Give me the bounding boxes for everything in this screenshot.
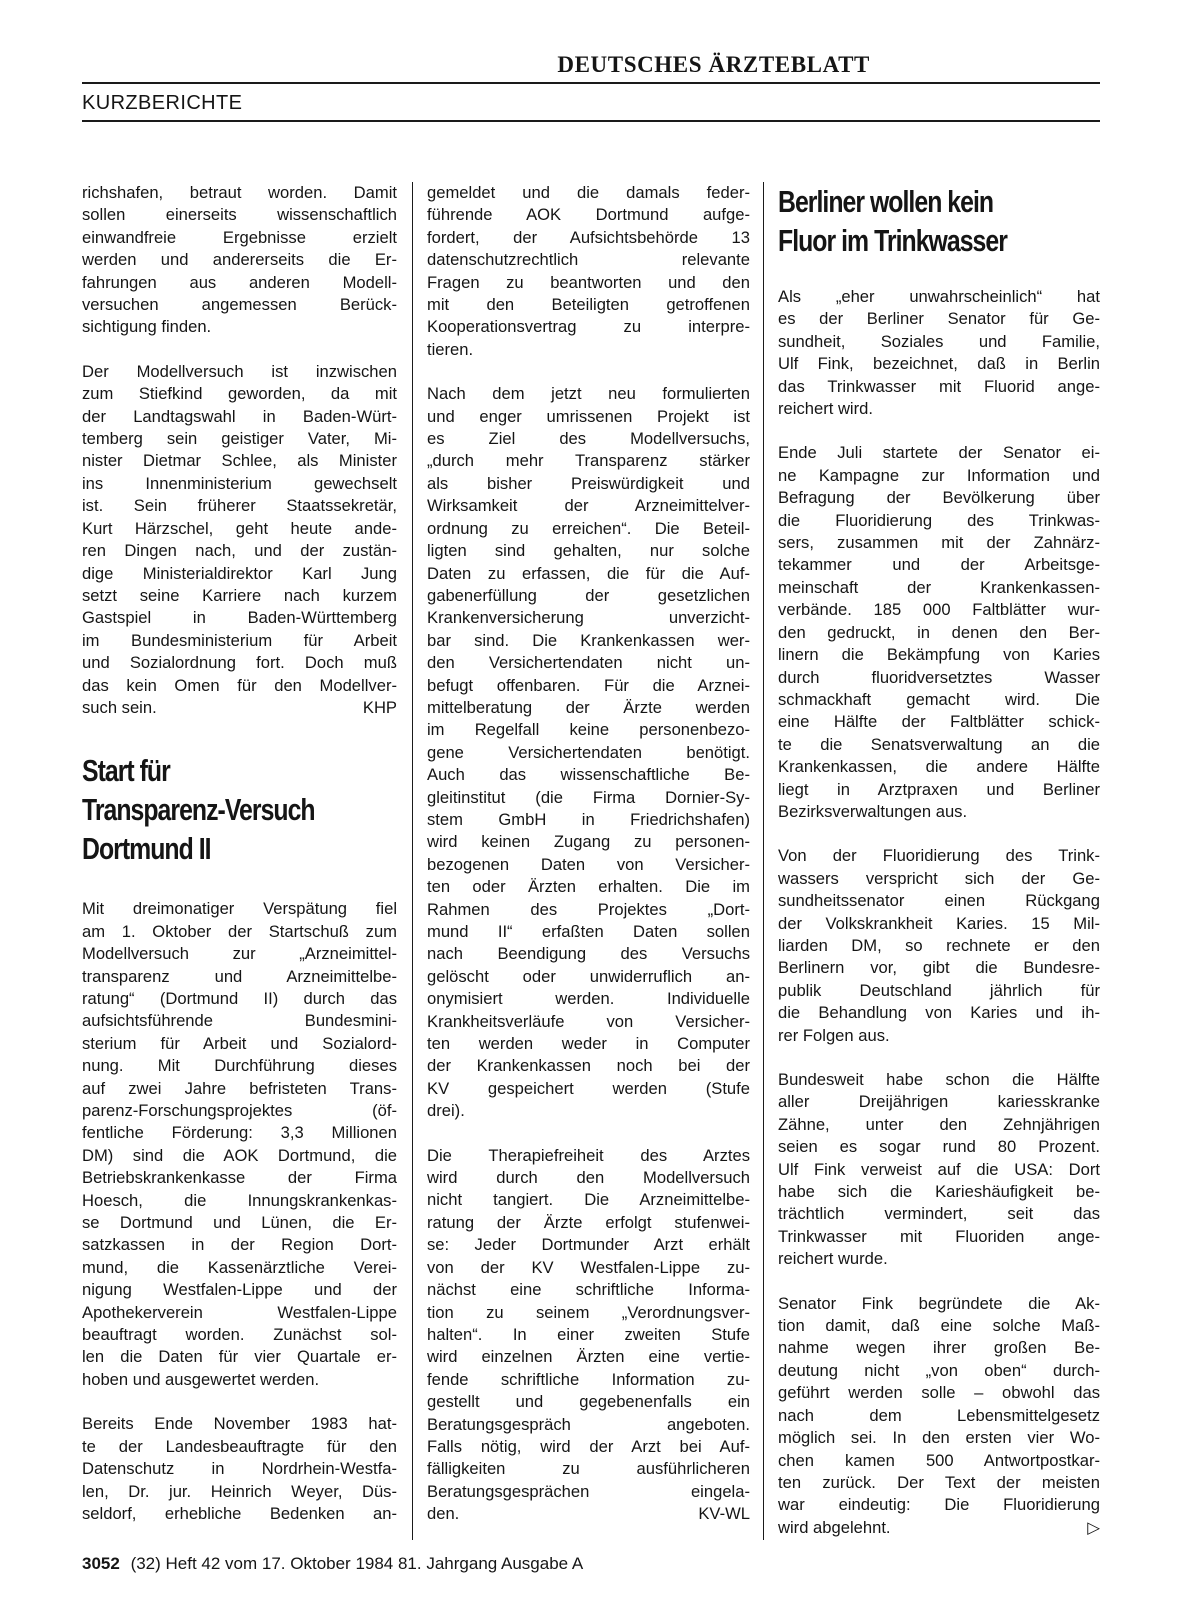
paragraph-gap — [427, 1123, 750, 1145]
text-line: nung. Mit Durchführung dieses — [82, 1056, 397, 1076]
text-line: tion zu seinem „Verordnungsver- — [427, 1302, 750, 1322]
text-line: setzt seine Karriere nach kurzem — [82, 585, 397, 605]
column-divider — [763, 182, 764, 1540]
text-line: es Ziel des Modellversuchs, — [427, 429, 750, 449]
text-line: den. — [427, 1504, 460, 1524]
page-footer — [82, 1552, 583, 1576]
text-line: der Krankenkassen noch bei der — [427, 1056, 750, 1076]
text-line: ten oder Ärzten erhalten. Die im — [427, 877, 750, 897]
text-line: Der Modellversuch ist inzwischen — [82, 361, 397, 381]
text-line: schmackhaft gemacht wird. Die — [778, 689, 1100, 709]
masthead-rule-top — [82, 82, 1100, 84]
text-line: DM) sind die AOK Dortmund, die — [82, 1145, 397, 1165]
text-line: stem GmbH in Friedrichshafen) — [427, 809, 750, 829]
text-line: versuchen angemessen Berück- — [82, 295, 397, 315]
text-line: Falls nötig, wird der Arzt bei Auf- — [427, 1436, 750, 1456]
headline-line: Berliner wollen kein — [778, 184, 994, 219]
text-line: Wirksamkeit der Arzneimittelver- — [427, 496, 750, 516]
text-line: Von der Fluoridierung des Trink- — [778, 846, 1100, 866]
paragraph — [82, 1413, 397, 1525]
paragraph-gap — [778, 1271, 1100, 1293]
text-line: Bezirksverwaltungen aus. — [778, 801, 968, 821]
text-line: gleitinstitut (die Firma Dornier-Sy- — [427, 787, 750, 807]
text-line: meinschaft der Krankenkassen- — [778, 577, 1100, 597]
text-line: liegt in Arztpraxen und Berliner — [778, 779, 1100, 799]
text-line: parenz-Forschungsprojektes (öf- — [82, 1101, 397, 1120]
text-line: fahrungen aus anderen Modell- — [82, 272, 397, 292]
paragraph-gap — [778, 823, 1100, 845]
text-line: und Sozialordnung fort. Doch muß — [82, 653, 397, 673]
text-line: len die Daten für vier Quartale er- — [82, 1347, 397, 1367]
section-label: KURZBERICHTE — [82, 92, 243, 114]
paragraph-gap — [778, 1047, 1100, 1069]
text-line: die Behandlung von Karies und ih- — [778, 1003, 1100, 1023]
text-line: ist. Sein früherer Staatssekretär, — [82, 496, 397, 516]
text-line: gestellt und gegebenenfalls ein — [427, 1392, 750, 1412]
paragraph-gap — [82, 1391, 397, 1413]
text-line: Berlinern vor, gibt die Bundesre- — [778, 958, 1100, 978]
text-line: Ulf Fink, bezeichnet, daß in Berlin — [778, 354, 1100, 374]
text-line: nächst eine schriftliche Informa- — [427, 1280, 750, 1300]
text-line: Krankenkassen, die andere Hälfte — [778, 757, 1100, 777]
text-line: das kein Omen für den Modellver- — [82, 675, 397, 695]
text-line: reichert wird. — [778, 399, 873, 419]
text-line: nicht tangiert. Die Arzneimittelbe- — [427, 1190, 750, 1210]
text-line: ordnung zu erreichen“. Die Beteil- — [427, 518, 750, 538]
text-line: tekammer und der Arbeitsge- — [778, 555, 1100, 575]
text-line: Hoesch, die Innungskrankenkas- — [82, 1190, 397, 1210]
text-line: als bisher Preiswürdigkeit und — [427, 473, 750, 493]
text-line: nach dem Lebensmittelgesetz — [778, 1405, 1100, 1425]
text-line: Zähne, unter den Zehnjährigen — [778, 1114, 1100, 1134]
headline-line: Fluor im Trinkwasser — [778, 223, 1007, 258]
text-line: publik Deutschland jährlich für — [778, 980, 1100, 1000]
paragraph — [778, 1293, 1100, 1539]
text-line: Modellversuch zur „Arzneimittel- — [82, 944, 397, 964]
text-line: Ulf Fink verweist auf die USA: Dort — [778, 1159, 1100, 1179]
author-signature: KHP — [362, 697, 397, 717]
text-line: tion damit, daß eine solche Maß- — [778, 1316, 1100, 1336]
text-line: aufsichtsführende Bundesmini- — [82, 1011, 397, 1031]
text-line: se Dortmund und Lünen, die Er- — [82, 1213, 397, 1233]
text-line: Daten zu erfassen, die für die Auf- — [427, 563, 750, 583]
author-signature: KV-WL — [698, 1504, 750, 1524]
text-line: ratung der Ärzte erfolgt stufenwei- — [427, 1212, 750, 1232]
text-line: rer Folgen aus. — [778, 1025, 890, 1045]
text-line: onymisiert werden. Individuelle — [427, 989, 750, 1009]
headline-line: Start für — [82, 753, 170, 789]
text-line: und enger umrissenen Projekt ist — [427, 406, 750, 426]
text-line: seldorf, erhebliche Bedenken an- — [82, 1503, 397, 1523]
paragraph-gap — [427, 361, 750, 383]
text-line: geführt werden solle – obwohl das — [778, 1383, 1100, 1403]
text-line: ten zurück. Der Text der meisten — [778, 1472, 1100, 1492]
paragraph — [778, 845, 1100, 1047]
text-line: es der Berliner Senator für Ge- — [778, 309, 1100, 329]
text-line: ren Dingen nach, und der zustän- — [82, 541, 397, 561]
paragraph — [82, 361, 397, 720]
text-line: auf zwei Jahre befristeten Trans- — [82, 1078, 397, 1098]
text-line: gene Versichertendaten benötigt. — [427, 742, 750, 762]
page-number: 3052 — [82, 1554, 120, 1573]
text-line: Auch das wissenschaftliche Be- — [427, 765, 750, 785]
text-line: Gastspiel in Baden-Württemberg — [82, 608, 397, 628]
text-line: halten“. In einer zweiten Stufe — [427, 1324, 750, 1344]
text-line: se: Jeder Dortmunder Arzt erhält — [427, 1235, 750, 1255]
paragraph — [82, 182, 397, 339]
text-line: Krankenversicherung unverzicht- — [427, 608, 750, 628]
column-1 — [82, 182, 397, 1525]
text-line: sundheit, Soziales und Familie, — [778, 331, 1100, 351]
closing-line — [778, 1517, 1100, 1539]
text-line: Bereits Ende November 1983 hat- — [82, 1414, 397, 1434]
text-line: Trinkwasser mit Fluoriden ange- — [778, 1226, 1100, 1246]
text-line: fentliche Förderung: 3,3 Millionen — [82, 1123, 397, 1143]
text-line: die Fluoridierung des Trinkwas- — [778, 510, 1100, 530]
text-line: Ende Juli startete der Senator ei- — [778, 443, 1100, 463]
masthead-rule-bottom — [82, 120, 1100, 122]
closing-line — [82, 697, 397, 719]
paragraph — [427, 1145, 750, 1526]
text-line: Kooperationsvertrag zu interpre- — [427, 317, 750, 337]
text-line: chen kamen 500 Antwortpostkar- — [778, 1450, 1100, 1470]
text-line: aller Dreijährigen kariesskranke — [778, 1092, 1100, 1112]
text-line: Fragen zu beantworten und den — [427, 272, 750, 292]
paragraph — [778, 442, 1100, 823]
text-line: satzkassen in der Region Dort- — [82, 1235, 397, 1255]
text-line: wird keinen Zugang zu personen- — [427, 832, 750, 852]
text-line: liarden DM, so rechnete er den — [778, 935, 1100, 955]
text-line: im Regelfall keine personenbezo- — [427, 720, 750, 740]
paragraph-gap — [778, 420, 1100, 442]
text-line: nigung Westfalen-Lippe und der — [82, 1280, 397, 1300]
text-line: befugt offenbaren. Für die Arznei- — [427, 675, 750, 695]
journal-title: DEUTSCHES ÄRZTEBLATT — [557, 52, 870, 77]
text-line: am 1. Oktober der Startschuß zum — [82, 921, 397, 941]
headline-line: Dortmund II — [82, 831, 211, 867]
text-line: temberg sein geistiger Vater, Mi- — [82, 429, 397, 449]
text-line: den gedruckt, in denen den Ber- — [778, 622, 1100, 642]
text-line: den Versichertendaten nicht un- — [427, 653, 750, 673]
text-line: trächtlich vermindert, seit das — [778, 1204, 1100, 1224]
text-line: drei). — [427, 1101, 465, 1121]
text-line: fende schriftliche Information zu- — [427, 1369, 750, 1389]
text-line: reichert wurde. — [778, 1249, 888, 1269]
text-line: sundheitssenator einen Rückgang — [778, 891, 1100, 911]
text-line: mund, die Kassenärztliche Verei- — [82, 1257, 397, 1277]
text-line: Mit dreimonatiger Verspätung fiel — [82, 899, 397, 919]
paragraph — [427, 383, 750, 1122]
text-line: Datenschutz in Nordrhein-Westfa- — [82, 1459, 397, 1479]
text-line: nach Beendigung des Versuchs — [427, 944, 750, 964]
text-line: bar sind. Die Krankenkassen wer- — [427, 630, 750, 650]
text-line: len, Dr. jur. Heinrich Weyer, Düs- — [82, 1481, 397, 1501]
text-line: Beratungsgesprächen eingela- — [427, 1481, 750, 1501]
text-line: Die Therapiefreiheit des Arztes — [427, 1145, 750, 1165]
text-line: wird einzelnen Ärzten eine vertie- — [427, 1347, 750, 1367]
text-line: Als „eher unwahrscheinlich“ hat — [778, 287, 1100, 306]
text-line: sterium für Arbeit und Sozialord- — [82, 1033, 397, 1053]
headline-line: Transparenz-Versuch — [82, 792, 315, 828]
text-line: möglich sei. In den ersten vier Wo- — [778, 1428, 1100, 1448]
text-line: mittelberatung der Ärzte werden — [427, 697, 750, 717]
text-line: te der Landesbeauftragte für den — [82, 1436, 397, 1456]
closing-line — [427, 1503, 750, 1525]
text-line: „durch mehr Transparenz stärker — [427, 451, 750, 471]
text-line: linern die Bekämpfung von Karies — [778, 645, 1100, 665]
text-line: wassers verspricht sich der Ge- — [778, 868, 1100, 888]
text-line: von der KV Westfalen-Lippe zu- — [427, 1257, 750, 1277]
article-headline — [82, 751, 334, 868]
text-line: KV gespeichert werden (Stufe — [427, 1078, 750, 1098]
text-line: richshafen, betraut worden. Damit — [82, 183, 397, 202]
text-line: ligten sind gehalten, nur solche — [427, 541, 750, 561]
text-line: ten werden weder in Computer — [427, 1034, 750, 1054]
text-line: dige Ministerialdirektor Karl Jung — [82, 563, 397, 583]
text-line: te die Senatsverwaltung an die — [778, 734, 1100, 754]
column-3 — [778, 182, 1100, 1539]
text-line: der Volkskrankheit Karies. 15 Mil- — [778, 913, 1100, 933]
text-line: einwandfreie Ergebnisse erzielt — [82, 227, 397, 247]
text-line: Nach dem jetzt neu formulierten — [427, 384, 750, 404]
text-line: ins Innenministerium gewechselt — [82, 473, 397, 493]
text-line: Rahmen des Projektes „Dort- — [427, 899, 750, 919]
text-line: Bundesweit habe schon die Hälfte — [778, 1070, 1100, 1089]
text-line: tieren. — [427, 339, 474, 359]
text-line: seien es sogar rund 80 Prozent. — [778, 1137, 1100, 1157]
paragraph — [778, 286, 1100, 420]
text-line: fordert, der Aufsichtsbehörde 13 — [427, 227, 750, 247]
text-line: Krankheitsverläufe von Versicher- — [427, 1011, 750, 1031]
text-line: hoben und ausgewertet werden. — [82, 1369, 320, 1389]
text-line: verbände. 185 000 Faltblätter wur- — [778, 600, 1100, 620]
text-line: wird abgelehnt. — [778, 1517, 891, 1537]
text-line: gelöscht oder unwiderruflich an- — [427, 966, 750, 986]
text-line: transparenz und Arzneimittelbe- — [82, 966, 397, 986]
text-line: im Bundesministerium für Arbeit — [82, 630, 397, 650]
text-line: Beratungsgespräch angeboten. — [427, 1414, 750, 1434]
text-line: datenschutzrechtlich relevante — [427, 250, 750, 270]
text-line: mit den Beteiligten getroffenen — [427, 295, 750, 315]
text-line: sollen einerseits wissenschaftlich — [82, 205, 397, 225]
paragraph — [82, 898, 397, 1391]
text-line: das Trinkwasser mit Fluorid ange- — [778, 376, 1100, 396]
text-line: Befragung der Bevölkerung über — [778, 488, 1100, 508]
column-divider — [412, 182, 413, 1540]
paragraph — [778, 1069, 1100, 1271]
text-line: eine Hälfte der Faltblätter schick- — [778, 712, 1100, 732]
article-headline — [778, 182, 1036, 260]
text-line: sers, zusammen mit der Zahnärz- — [778, 533, 1100, 553]
text-line: habe sich die Karieshäufigkeit be- — [778, 1182, 1100, 1202]
text-line: nister Dietmar Schlee, als Minister — [82, 451, 397, 471]
text-line: fälligkeiten zu ausführlicheren — [427, 1459, 750, 1479]
text-line: wird durch den Modellversuch — [427, 1168, 750, 1188]
paragraph-gap — [82, 339, 397, 361]
text-line: nahme wegen ihrer großen Be- — [778, 1338, 1100, 1358]
text-line: gabenerfüllung der gesetzlichen — [427, 585, 750, 605]
issue-info: (32) Heft 42 vom 17. Oktober 1984 81. Jahrgang Ausgabe A — [130, 1554, 584, 1573]
text-line: deutung nicht „von oben“ durch- — [778, 1360, 1100, 1380]
continued-arrow: ▷ — [1087, 1517, 1100, 1537]
text-line: mund II“ erfaßten Daten sollen — [427, 922, 750, 941]
text-line: war eindeutig: Die Fluoridierung — [778, 1495, 1100, 1515]
column-2 — [427, 182, 750, 1526]
text-line: ratung“ (Dortmund II) durch das — [82, 988, 397, 1008]
text-line: führende AOK Dortmund aufge- — [427, 205, 750, 225]
text-line: Betriebskrankenkasse der Firma — [82, 1168, 397, 1188]
text-line: Apothekerverein Westfalen-Lippe — [82, 1302, 397, 1322]
text-line: Senator Fink begründete die Ak- — [778, 1293, 1100, 1313]
paragraph — [427, 182, 750, 361]
text-line: beauftragt worden. Zunächst sol- — [82, 1325, 397, 1345]
text-line: zum Stiefkind geworden, da mit — [82, 384, 397, 404]
text-line: bezogenen Daten von Versicher- — [427, 854, 750, 874]
text-line: gemeldet und die damals feder- — [427, 183, 750, 202]
text-line: der Landtagswahl in Baden-Würt- — [82, 406, 397, 426]
text-line: durch fluoridversetztes Wasser — [778, 667, 1100, 687]
text-line: Kurt Härzschel, geht heute ande- — [82, 518, 397, 538]
text-line: sichtigung finden. — [82, 317, 212, 337]
text-line: such sein. — [82, 697, 157, 717]
text-line: ne Kampagne zur Information und — [778, 465, 1100, 485]
text-line: werden und andererseits die Er- — [82, 250, 397, 270]
